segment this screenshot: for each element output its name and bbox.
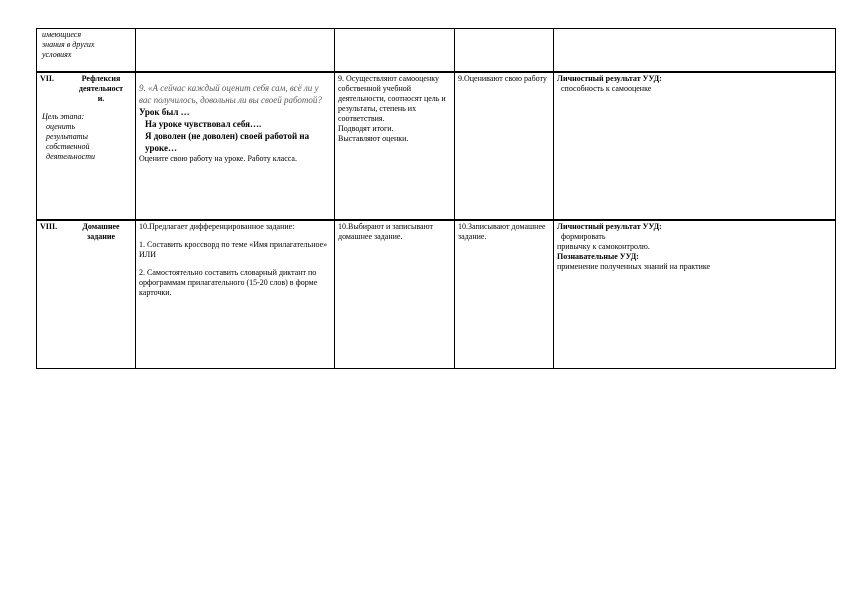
stage-continuation-line: знания в других [42,40,95,49]
cell-stage-reflection [37,72,136,220]
table-row-continuation [37,29,836,72]
result-title: Личностный результат УУД: [557,221,662,231]
stage-title-line: задание [86,231,116,241]
cell-students-uud [335,72,455,220]
students-uud-text: Подводят итоги. [338,123,394,133]
teacher-intro: 10.Предлагает дифференцированное задание: [139,221,295,231]
result-text: способность к самооценке [561,83,652,93]
lesson-plan-table [36,28,836,369]
cell-empty [136,29,335,72]
students-action-text: 10.Записывают домашнее задание. [458,221,546,241]
students-uud-text: 9. Осуществляют самооценку собственной учебной деятельности, соотносят цель и результаты, степень их соответствия. [338,73,446,123]
result-title: Познавательные УУД: [557,251,639,261]
cell-result [554,220,836,369]
goal-line: результаты [46,131,88,141]
stage-title-line: деятельност [78,83,124,93]
stage-title-line: Домашнее [82,221,120,231]
stage-title [70,74,132,104]
stage-continuation-line: имеющиеся [42,30,82,39]
cell-empty [554,29,836,72]
cell-stage-continuation [37,29,136,72]
cell-teacher-activity [136,72,335,220]
result-title: Личностный результат УУД: [557,73,662,83]
goal-label: Цель этапа: [42,111,85,121]
stage-number: VII. [40,73,55,83]
cell-teacher-activity [136,220,335,369]
goal-line: деятельности [46,151,95,161]
students-uud-text: Выставляют оценки. [338,133,409,143]
cell-students-uud [335,220,455,369]
stage-title-line: Рефлексия [81,73,121,83]
table-row-homework [37,220,836,369]
teacher-task: 2. Самостоятельно составить словарный диктант по орфограммам прилагательного (15-20 слов) в форме карточки. [139,267,318,297]
stage-heading [40,222,132,242]
cell-result [554,72,836,220]
result-text: формировать [561,231,606,241]
teacher-line: Я доволен (не доволен) своей работой на уроке… [145,130,310,153]
teacher-line: На уроке чувствовал себя…. [145,118,262,129]
cell-students-action [455,72,554,220]
goal-line: собственной [46,141,90,151]
stage-title [70,222,132,242]
cell-stage-homework [37,220,136,369]
teacher-question: 9. «А сейчас каждый оценит себя сам, всё ли у вас получилось, довольны ли вы своей работой? [139,82,322,105]
table-row-reflection [37,72,836,220]
teacher-task: 1. Составить кроссворд по теме «Имя прилагательное» ИЛИ [139,239,328,259]
students-action-text: 9.Оценивают свою работу [458,73,547,83]
stage-number: VIII. [40,221,58,231]
cell-empty [455,29,554,72]
cell-empty [335,29,455,72]
stage-continuation-line: условиях [42,50,72,59]
cell-students-action [455,220,554,369]
stage-title-line: и. [97,93,105,103]
result-text: привычку к самоконтролю. [557,241,650,251]
stage-goal [40,112,132,162]
result-text: применение полученных знаний на практике [557,261,711,271]
goal-line: оценить [46,121,76,131]
students-uud-text: 10.Выбирают и записывают домашнее задание. [338,221,433,241]
teacher-line: Урок был … [139,106,190,117]
stage-heading [40,74,132,104]
teacher-line: Оцените свою работу на уроке. Работу класса. [139,153,297,163]
